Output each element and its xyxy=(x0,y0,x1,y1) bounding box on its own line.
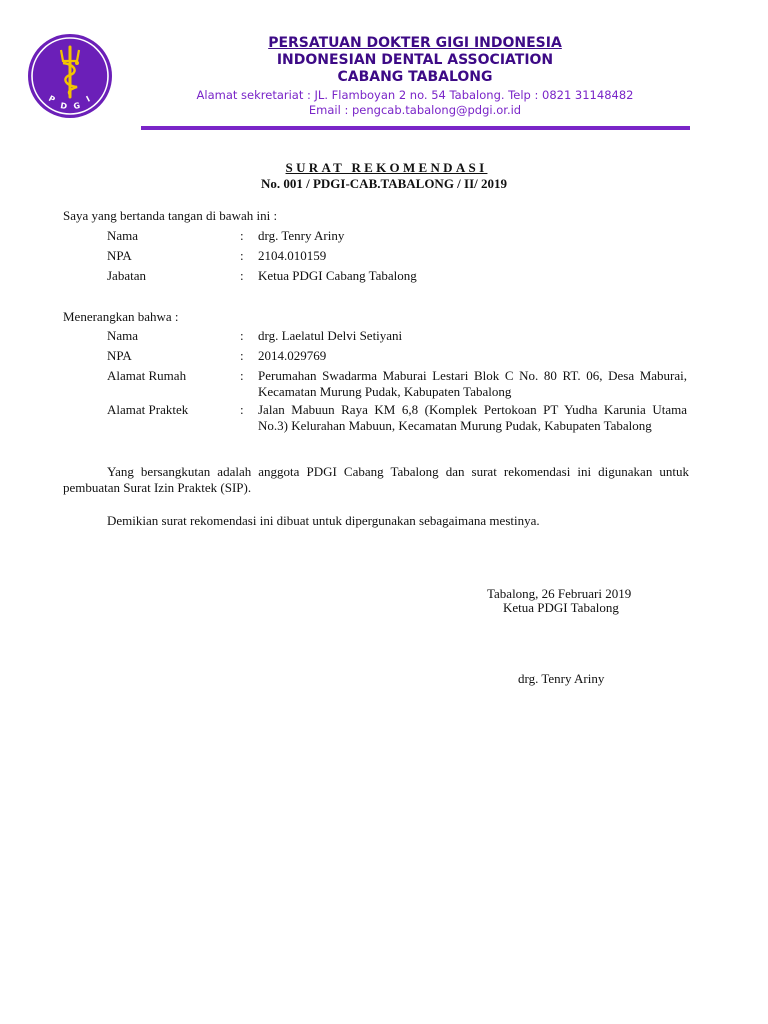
field-label: Nama xyxy=(107,328,139,343)
field-value: drg. Tenry Ariny xyxy=(258,228,345,243)
svg-text:I: I xyxy=(84,94,92,104)
document-title-block xyxy=(0,160,768,192)
field-label: NPA xyxy=(107,248,132,263)
closing-paragraph-text: Demikian surat rekomendasi ini dibuat untuk dipergunakan sebagaimana mestinya. xyxy=(107,513,540,528)
signature-role: Ketua PDGI Tabalong xyxy=(503,600,619,615)
field-colon: : xyxy=(240,248,244,263)
field-label: Nama xyxy=(107,228,139,243)
svg-text:D: D xyxy=(59,101,68,112)
field-colon: : xyxy=(240,228,244,243)
field-value: drg. Laelatul Delvi Setiyani xyxy=(258,328,403,343)
org-name-english: INDONESIAN DENTAL ASSOCIATION xyxy=(276,52,554,68)
body-paragraph-text: Yang bersangkutan adalah anggota PDGI Cabang Tabalong dan surat rekomendasi ini digunakan untuk pembuatan Surat Izin Praktek (SIP). xyxy=(63,464,689,495)
body-paragraph xyxy=(63,464,689,496)
branch-name: CABANG TABALONG xyxy=(337,69,493,85)
org-email: Email : pengcab.tabalong@pdgi.or.id xyxy=(308,103,522,117)
field-value: Jalan Mabuun Raya KM 6,8 (Komplek Pertokoan PT Yudha Karunia Utama No.3) Kelurahan Mabuun, Kecamatan Murung Pudak, Kabupaten Tabalong xyxy=(258,402,687,433)
closing-paragraph xyxy=(63,513,689,529)
svg-text:G: G xyxy=(72,100,81,111)
field-colon: : xyxy=(240,368,244,383)
subject-intro: Menerangkan bahwa : xyxy=(63,309,179,324)
field-colon: : xyxy=(240,402,244,417)
field-label: Jabatan xyxy=(107,268,146,283)
header-divider xyxy=(141,126,690,130)
field-colon: : xyxy=(240,328,244,343)
org-name: PERSATUAN DOKTER GIGI INDONESIA xyxy=(268,35,562,51)
signer-intro: Saya yang bertanda tangan di bawah ini : xyxy=(63,208,278,223)
document-number: No. 001 / PDGI-CAB.TABALONG / II/ 2019 xyxy=(260,176,508,191)
document-title: SURAT REKOMENDASI xyxy=(285,160,488,175)
signature-name: drg. Tenry Ariny xyxy=(518,671,605,686)
field-colon: : xyxy=(240,268,244,283)
org-header xyxy=(140,35,690,118)
signature-place-date: Tabalong, 26 Februari 2019 xyxy=(487,586,632,601)
field-value: 2014.029769 xyxy=(258,348,327,363)
field-label: Alamat Rumah xyxy=(107,368,187,383)
field-colon: : xyxy=(240,348,244,363)
svg-text:P: P xyxy=(47,93,57,105)
field-label: Alamat Praktek xyxy=(107,402,189,417)
field-value: 2104.010159 xyxy=(258,248,327,263)
field-value: Ketua PDGI Cabang Tabalong xyxy=(258,268,417,283)
pdgi-logo xyxy=(27,33,113,119)
letterhead xyxy=(0,0,768,140)
secretariat-address: Alamat sekretariat : JL. Flamboyan 2 no. 54 Tabalong. Telp : 0821 31148482 xyxy=(196,88,634,102)
field-value: Perumahan Swadarma Maburai Lestari Blok C No. 80 RT. 06, Desa Maburai, Kecamatan Murung Pudak, Kabupaten Tabalong xyxy=(258,368,687,399)
field-label: NPA xyxy=(107,348,132,363)
